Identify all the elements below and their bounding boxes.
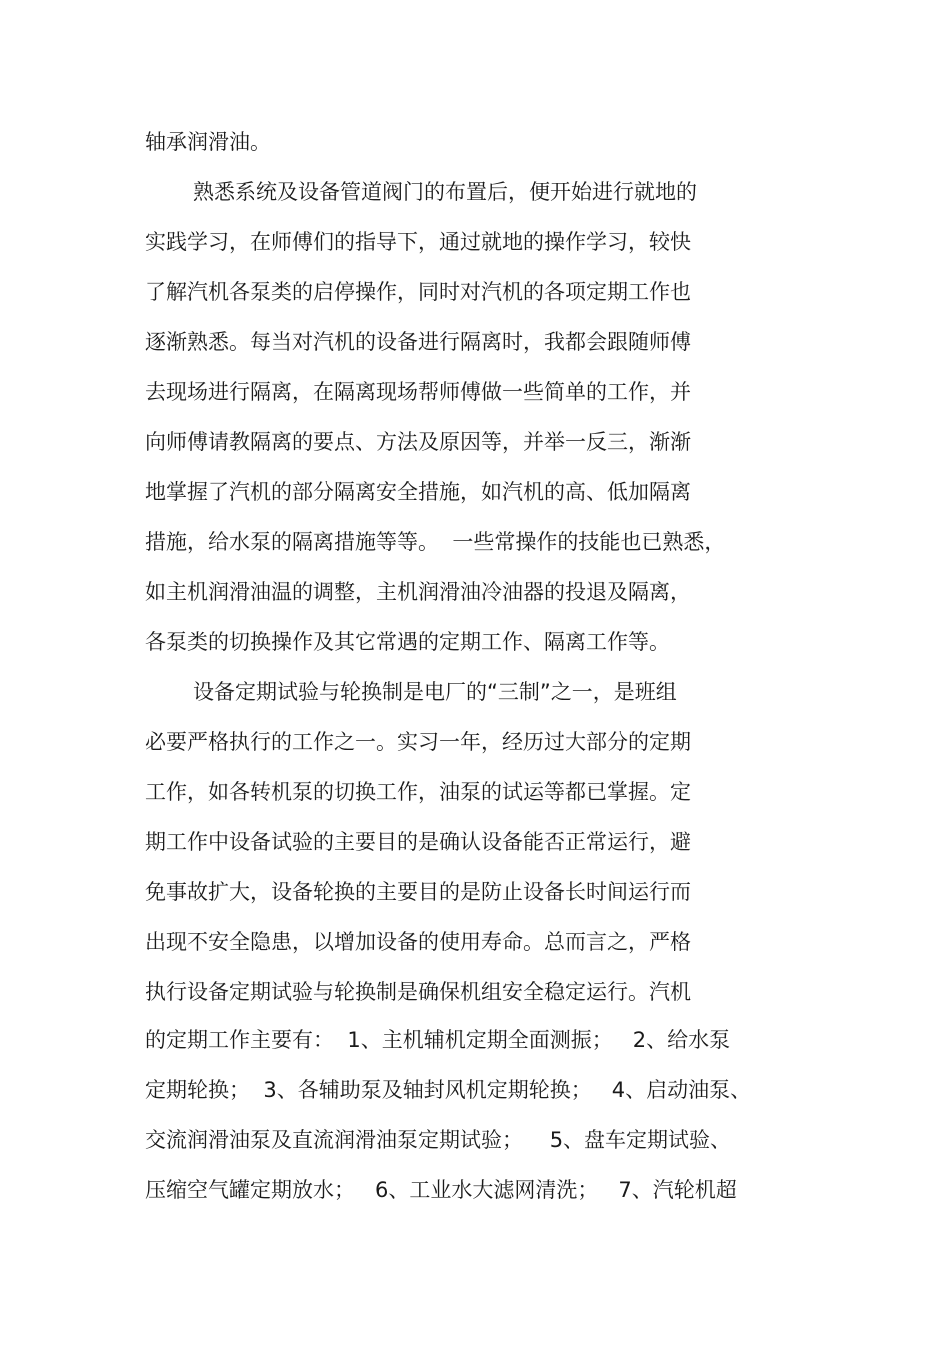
text-line: 熟悉系统及设备管道阀门的布置后，便开始进行就地的 [193,180,697,204]
text-line: 逐渐熟悉。每当对汽机的设备进行隔离时，我都会跟随师傅 [145,330,691,354]
text-line: 的定期工作主要有： 1、主机辅机定期全面测振； 2、给水泵 [145,1028,731,1052]
text-line: 实践学习，在师傅们的指导下，通过就地的操作学习，较快 [145,230,691,254]
text-line: 了解汽机各泵类的启停操作，同时对汽机的各项定期工作也 [145,280,691,304]
text-line: 必要严格执行的工作之一。实习一年，经历过大部分的定期 [145,730,691,754]
text-line: 去现场进行隔离，在隔离现场帮师傅做一些简单的工作，并 [145,380,691,404]
text-line: 向师傅请教隔离的要点、方法及原因等，并举一反三，渐渐 [145,430,691,454]
text-line: 各泵类的切换操作及其它常遇的定期工作、隔离工作等。 [145,630,670,654]
text-line: 免事故扩大，设备轮换的主要目的是防止设备长时间运行而 [145,880,691,904]
text-line: 措施，给水泵的隔离措施等等。 一些常操作的技能也已熟悉， [145,530,726,554]
text-line: 地掌握了汽机的部分隔离安全措施，如汽机的高、低加隔离 [145,480,691,504]
text-line: 如主机润滑油温的调整，主机润滑油冷油器的投退及隔离， [145,580,691,604]
text-line: 交流润滑油泵及直流润滑油泵定期试验； 5、盘车定期试验、 [145,1128,732,1152]
text-line: 出现不安全隐患，以增加设备的使用寿命。总而言之，严格 [145,930,691,954]
text-line: 轴承润滑油。 [145,130,271,154]
text-line: 工作，如各转机泵的切换工作，油泵的试运等都已掌握。定 [145,780,691,804]
text-line: 期工作中设备试验的主要目的是确认设备能否正常运行，避 [145,830,691,854]
text-line: 执行设备定期试验与轮换制是确保机组安全稳定运行。汽机 [145,980,691,1004]
text-line: 压缩空气罐定期放水； 6、工业水大滤网清洗； 7、汽轮机超 [145,1178,737,1202]
text-line: 定期轮换； 3、各辅助泵及轴封风机定期轮换； 4、启动油泵、 [145,1078,752,1102]
text-line: 设备定期试验与轮换制是电厂的“三制”之一，是班组 [193,680,677,704]
